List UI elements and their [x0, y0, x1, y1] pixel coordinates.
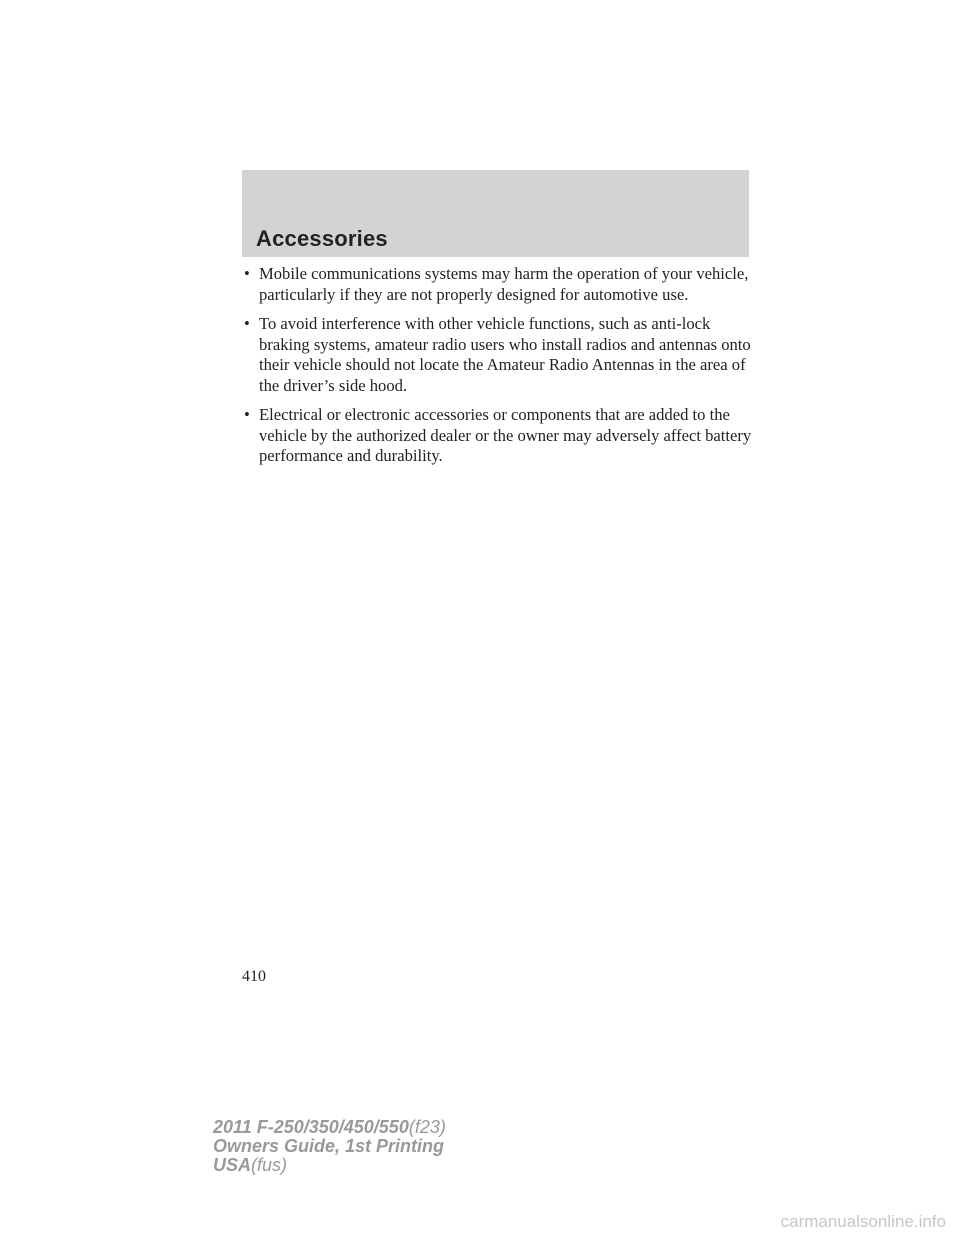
footer-edition: Owners Guide, 1st Printing	[213, 1136, 445, 1156]
page-number: 410	[242, 968, 266, 985]
bullet-list	[244, 264, 754, 476]
bullet-icon: •	[244, 264, 250, 283]
bullet-text: Electrical or electronic accessories or components that are added to the vehicle by the authorized dealer or the owner may adversely affect battery performance and durability.	[259, 405, 752, 465]
footer-model: 2011 F-250/350/450/550	[213, 1117, 409, 1137]
section-title: Accessories	[256, 226, 388, 251]
footer-line-model	[213, 1118, 446, 1137]
bullet-text: To avoid interference with other vehicle functions, such as anti-lock braking systems, amateur radio users who install radios and antennas onto their vehicle should not locate the Amateur Radio Antennas in the area of the driver’s side hood.	[259, 314, 751, 395]
footer-model-code: (f23)	[408, 1117, 446, 1137]
print-footer	[213, 1118, 446, 1175]
bullet-icon: •	[244, 405, 250, 424]
bullet-icon: •	[244, 314, 250, 333]
footer-market: USA	[213, 1155, 252, 1175]
footer-market-code: (fus)	[251, 1155, 288, 1175]
list-item	[244, 314, 754, 396]
list-item	[244, 264, 754, 305]
bullet-text: Mobile communications systems may harm the operation of your vehicle, particularly if they are not properly designed for automotive use.	[259, 264, 749, 304]
list-item	[244, 405, 754, 467]
footer-line-market	[213, 1156, 446, 1175]
footer-line-edition	[213, 1137, 446, 1156]
watermark-link[interactable]: carmanualsonline.info	[780, 1212, 946, 1231]
